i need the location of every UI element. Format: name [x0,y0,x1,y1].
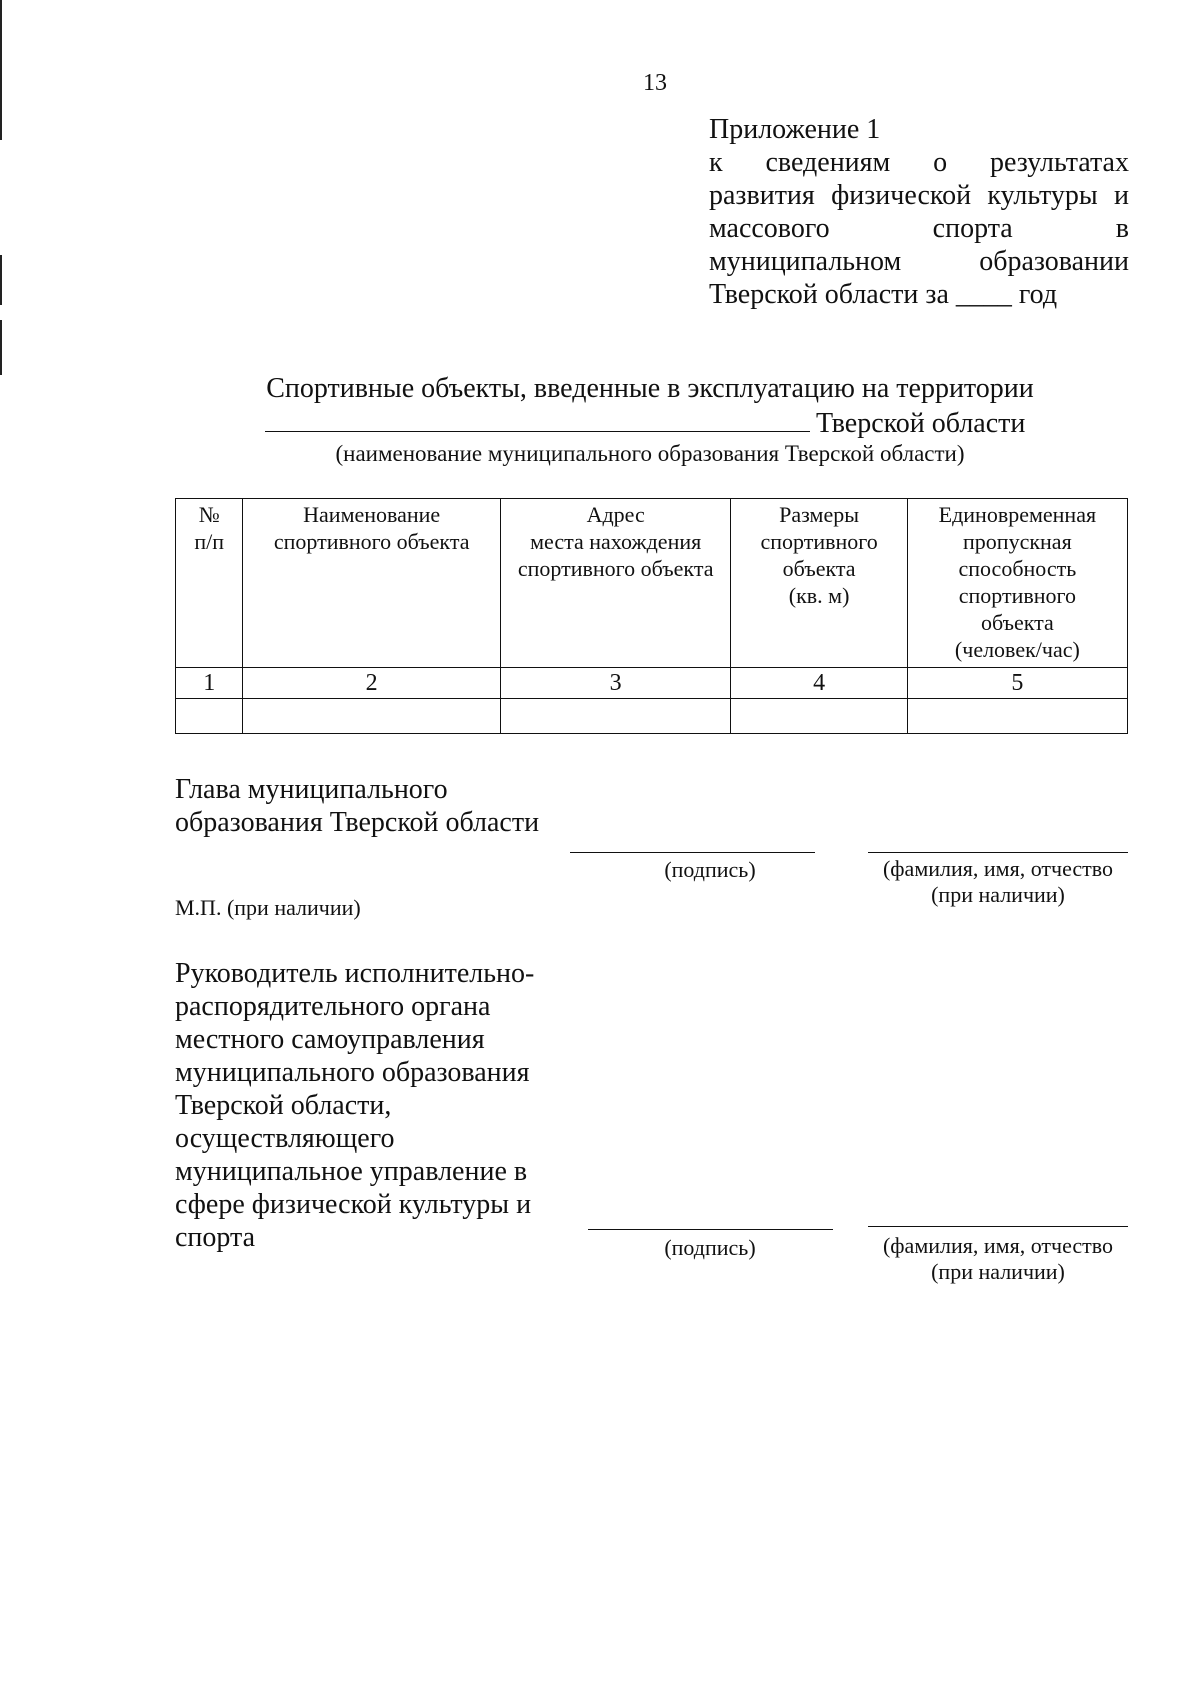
header-text: Размеры [779,502,860,527]
empty-cell [907,699,1127,734]
municipality-blank [265,405,810,432]
header-text: объекта [980,610,1054,635]
page-number: 13 [643,70,667,96]
executive-signature-caption: (подпись) [664,1235,756,1260]
appendix-line: муниципальном образовании [709,246,1129,277]
executive-name-line [868,1226,1128,1227]
sport-objects-table [175,498,1128,734]
head-name-caption [858,856,1138,908]
head-signature-caption: (подпись) [664,857,756,882]
column-number: 3 [500,668,731,699]
name-caption-line: (фамилия, имя, отчество [882,856,1114,881]
appendix-title: Приложение 1 [709,114,881,145]
column-number: 1 [176,668,243,699]
header-text: места нахождения [530,529,702,554]
head-title [175,773,539,839]
empty-cell [731,699,907,734]
appendix-line: к сведениям о результатах [709,147,1129,178]
appendix-line: массового спорта в [709,213,1129,244]
column-number: 5 [907,668,1127,699]
column-number: 4 [731,668,907,699]
header-cell-capacity [907,499,1127,668]
header-text: п/п [194,529,225,554]
column-number-row [176,668,1128,699]
header-text: Единовременная [938,502,1097,527]
head-title-line: образования Тверской области [175,807,540,838]
header-text: пропускная [963,529,1072,554]
header-cell-name [243,499,500,668]
appendix-line: развития физической культуры и [709,180,1129,211]
head-signature-line [570,852,815,853]
executive-title-line: Руководитель исполнительно- [175,958,535,989]
header-text: Наименование [303,502,441,527]
executive-signature-line [588,1229,833,1230]
header-cell-size [731,499,907,668]
municipality-name-line [265,405,1025,440]
executive-title-line: осуществляющего [175,1123,395,1154]
empty-cell [243,699,500,734]
name-caption-line: (фамилия, имя, отчество [882,1233,1114,1258]
header-text: Адрес [586,502,645,527]
appendix-line: Тверской области за ____ год [709,279,1058,310]
document-title: Спортивные объекты, введенные в эксплуатацию на территории [266,373,1034,404]
executive-title-line: муниципальное управление в [175,1156,528,1187]
name-caption-line: (при наличии) [931,1259,1065,1284]
region-label: Тверской области [816,408,1026,439]
executive-title-line: местного самоуправления [175,1024,485,1055]
head-name-line [868,852,1128,853]
header-text: спортивного объекта [273,529,470,554]
header-text: объекта [782,556,856,581]
header-cell-address [500,499,731,668]
header-cell-number [176,499,243,668]
executive-title-line: спорта [175,1222,256,1253]
header-text: спортивного объекта [517,556,714,581]
table-header-row [176,499,1128,668]
header-text: спортивного [958,583,1076,608]
column-number: 2 [243,668,500,699]
title-note: (наименование муниципального образования Тверской области) [335,441,965,466]
scan-edge-mark [0,0,2,140]
executive-title-line: муниципального образования [175,1057,530,1088]
executive-title [175,957,534,1254]
executive-title-line: сфере физической культуры и [175,1189,532,1220]
header-text: (человек/час) [954,637,1080,662]
empty-cell [500,699,731,734]
header-text: (кв. м) [788,583,850,608]
header-text: спортивного [760,529,878,554]
scan-edge-mark [0,320,2,375]
table-row [176,699,1128,734]
appendix-header [709,113,1129,311]
head-title-line: Глава муниципального [175,774,448,805]
empty-cell [176,699,243,734]
seal-label: М.П. (при наличии) [175,895,361,920]
executive-title-line: Тверской области, [175,1090,392,1121]
executive-name-caption [858,1233,1138,1285]
name-caption-line: (при наличии) [931,882,1065,907]
executive-title-line: распорядительного органа [175,991,491,1022]
header-text: способность [958,556,1077,581]
scan-edge-mark [0,255,2,305]
header-text: № [198,502,220,527]
